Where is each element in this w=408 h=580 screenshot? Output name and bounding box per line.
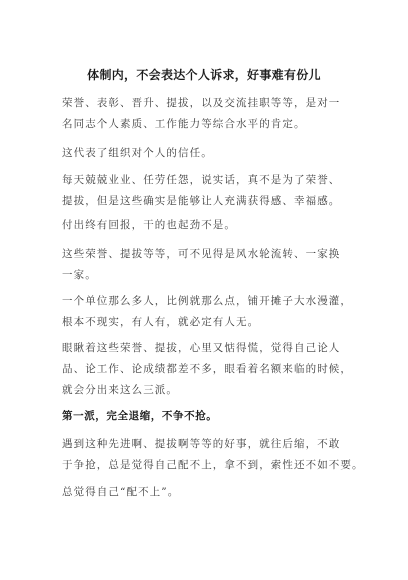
paragraph-line: 这些荣誉、提拔等等，可不见得是风水轮流转、一家换 — [62, 248, 341, 260]
paragraph-line: 名同志个人素质、工作能力等综合水平的肯定。 — [62, 118, 306, 130]
paragraph-1 — [62, 93, 352, 135]
paragraph-line: 遇到这种先进啊、提拔啊等等的好事，就往后缩，不敢 — [62, 438, 341, 450]
paragraph-2 — [62, 143, 352, 164]
paragraph-line: 每天兢兢业业、任劳任怨，说实话，真不是为了荣誉、 — [62, 174, 341, 186]
paragraph-line: 眼瞅着这些荣誉、提拔，心里又惦得慌，觉得自己论人 — [62, 342, 341, 354]
paragraph-3 — [62, 170, 352, 212]
paragraph-line: 于争抢，总是觉得自己配不上，拿不到，索性还不如不要。 — [62, 459, 364, 471]
paragraph-line: 总觉得自己“配不上”。 — [62, 486, 180, 498]
paragraph-line: 付出终有回报，干的也起劲不是。 — [62, 219, 236, 231]
paragraph-6 — [62, 291, 352, 333]
paragraph-line: 荣誉、表彰、晋升、提拔，以及交流挂职等等，是对一 — [62, 97, 341, 109]
paragraph-line: 品、论工作、论成绩都差不多，眼看着名额来临的时候， — [62, 363, 352, 375]
paragraph-line: 就会分出来这么三派。 — [62, 384, 178, 396]
paragraph-line: 这代表了组织对个人的信任。 — [62, 147, 213, 159]
document-title: 体制内，不会表达个人诉求，好事难有份儿 — [87, 68, 321, 82]
paragraph-7 — [62, 338, 352, 401]
paragraph-line: 一家。 — [62, 269, 97, 281]
paragraph-4 — [62, 215, 352, 236]
paragraph-line: 第一派，完全退缩，不争不抢。 — [62, 410, 218, 422]
paragraph-line: 根本不现实，有人有，就必定有人无。 — [62, 316, 260, 328]
paragraph-line: 一个单位那么多人，比例就那么点，铺开摊子大水漫灌， — [62, 295, 352, 307]
paragraph-line: 提拔，但是这些确实是能够让人充满获得感、幸福感。 — [62, 195, 341, 207]
paragraph-5 — [62, 244, 352, 286]
section-heading — [62, 406, 352, 427]
paragraph-10 — [62, 482, 352, 503]
paragraph-9 — [62, 434, 364, 476]
